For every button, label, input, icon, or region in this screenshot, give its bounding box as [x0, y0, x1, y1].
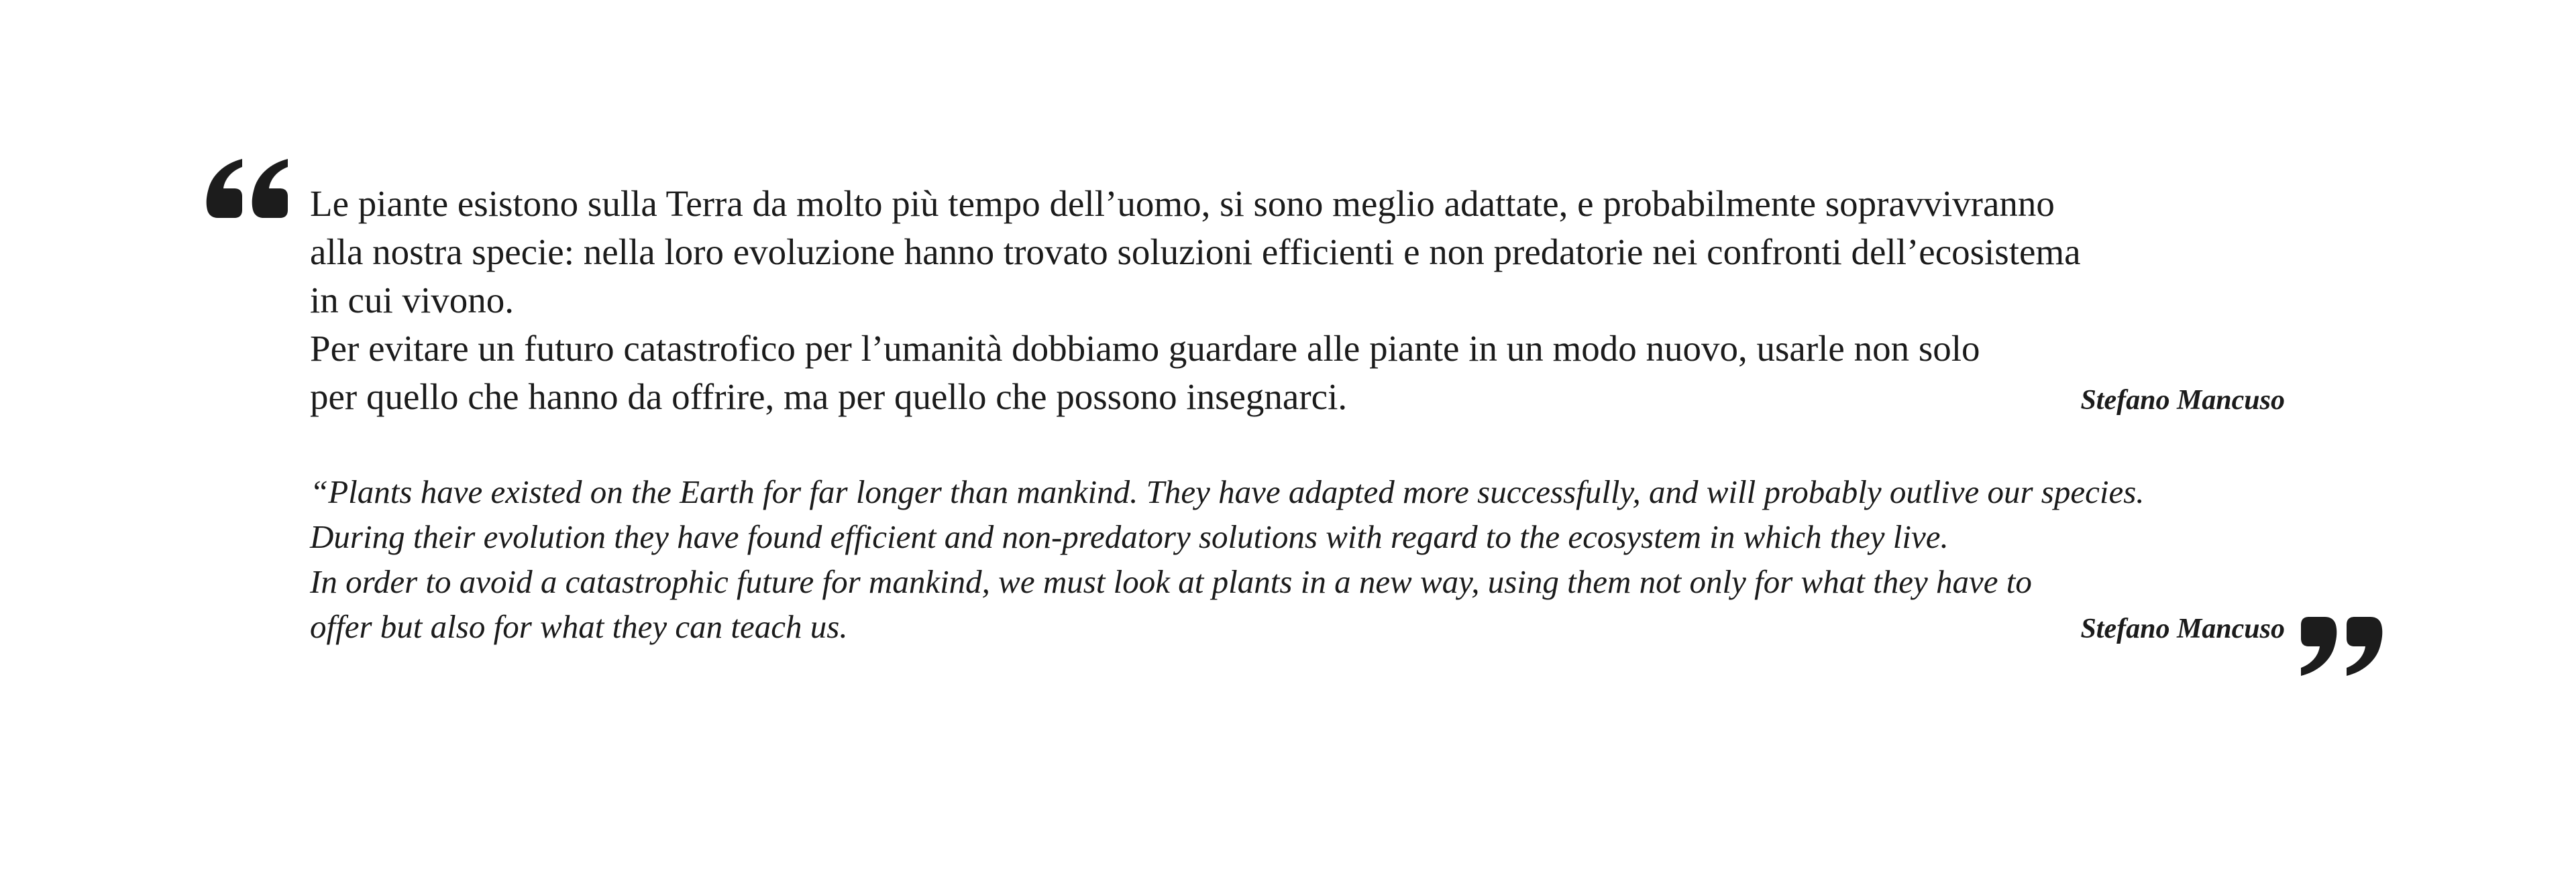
english-quote-last-row [310, 604, 2285, 652]
italian-quote-line: in cui vivono. [310, 280, 515, 321]
english-quote-line: offer but also for what they can teach us. [310, 608, 848, 645]
italian-quote-line: alla nostra specie: nella loro evoluzione hanno trovato soluzioni efficienti e non predatorie nei confronti dell’ecosistema [310, 231, 2081, 272]
italian-quote-line: per quello che hanno da offrire, ma per quello che possono insegnarci. [310, 376, 1348, 417]
italian-quote [310, 180, 2296, 424]
english-quote [310, 469, 2296, 652]
close-quote-icon [2300, 614, 2385, 679]
english-quote-line: In order to avoid a catastrophic future for mankind, we must look at plants in a new way, using them not only for what they have to [310, 563, 2032, 600]
english-quote-line: During their evolution they have found efficient and non-predatory solutions with regard to the ecosystem in which they live. [310, 518, 1949, 555]
english-quote-line: “Plants have existed on the Earth for far longer than mankind. They have adapted more successfully, and will probably outlive our species. [310, 473, 2145, 510]
italian-quote-line: Le piante esistono sulla Terra da molto più tempo dell’uomo, si sono meglio adattate, e probabilmente sopravvivranno [310, 183, 2055, 224]
italian-quote-author: Stefano Mancuso [2080, 385, 2285, 416]
open-quote-icon [203, 156, 289, 218]
italian-quote-line: Per evitare un futuro catastrofico per l’umanità dobbiamo guardare alle piante in un modo nuovo, usarle non solo [310, 328, 1980, 369]
italian-quote-last-row [310, 373, 2285, 424]
english-quote-author: Stefano Mancuso [2080, 614, 2285, 644]
